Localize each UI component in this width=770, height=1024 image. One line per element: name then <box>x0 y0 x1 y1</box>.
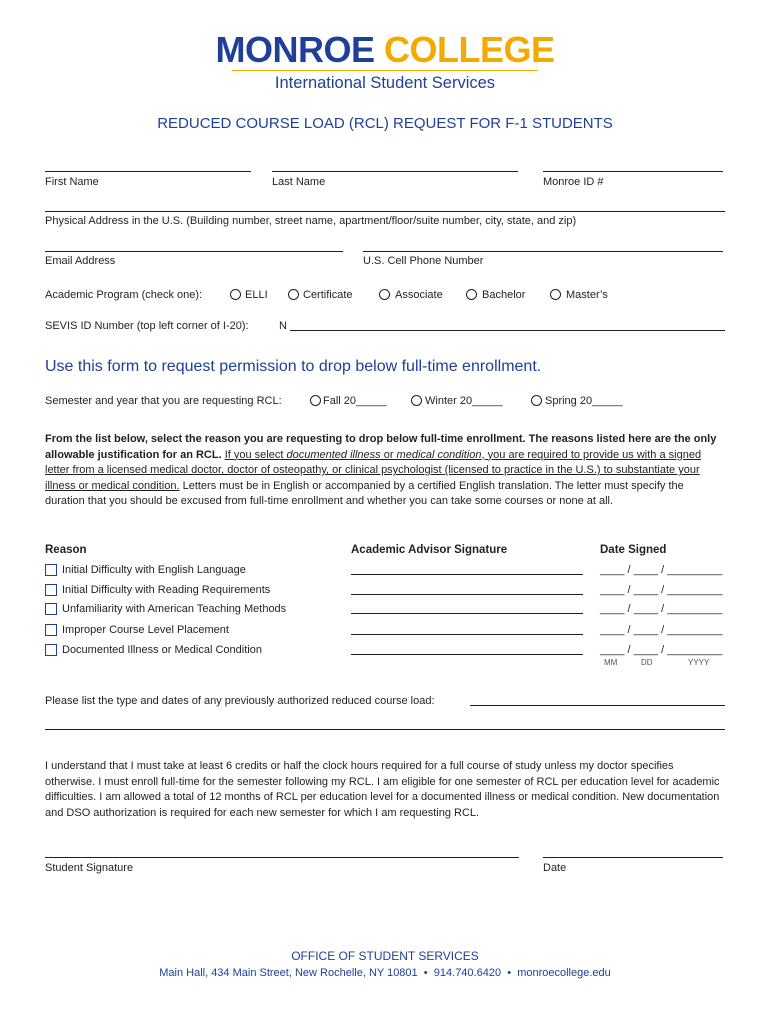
address-label: Physical Address in the U.S. (Building number, street name, apartment/floor/suite number, city, state, and zip) <box>45 215 577 227</box>
logo-word-college: COLLEGE <box>384 29 555 70</box>
program-radio-elli[interactable] <box>230 289 241 300</box>
advisor-signature-line-1[interactable] <box>351 574 583 575</box>
instructions-paragraph <box>45 432 725 510</box>
date-signed-3[interactable]: ____ / ____ / _________ <box>600 603 723 615</box>
phone-field[interactable] <box>363 251 723 252</box>
logo-word-monroe: MONROE <box>215 29 375 70</box>
instructions-bold: From the list below, select the reason you are requesting to drop below full-time enrollment. The reasons listed here are the only allowable justification for an RCL. <box>45 433 717 461</box>
semester-label: Semester and year that you are requesting RCL: <box>45 395 282 407</box>
advisor-signature-line-2[interactable] <box>351 594 583 595</box>
first-name-label: First Name <box>45 176 99 188</box>
student-signature-label: Student Signature <box>45 862 134 874</box>
program-label: Academic Program (check one): <box>45 289 203 301</box>
advisor-signature-line-3[interactable] <box>351 613 583 614</box>
date-signed-5[interactable]: ____ / ____ / _________ <box>600 644 723 656</box>
program-option-bachelor: Bachelor <box>482 289 526 301</box>
reason-checkbox-illness[interactable] <box>45 644 57 656</box>
last-name-label: Last Name <box>272 176 326 188</box>
email-label: Email Address <box>45 255 116 267</box>
semester-option-fall: Fall 20_____ <box>323 395 387 407</box>
program-option-masters: Master’s <box>566 289 608 301</box>
sevis-prefix: N <box>279 320 287 332</box>
reason-checkbox-english[interactable] <box>45 564 57 576</box>
reason-checkbox-teaching[interactable] <box>45 603 57 615</box>
advisor-signature-header: Academic Advisor Signature <box>351 544 508 556</box>
program-option-associate: Associate <box>395 289 443 301</box>
instructions-rest: Letters must be in English or accompanied by a certified English translation. The letter must specify the duration that you should be excused from full-time enrollment and whether you can take some courses or none at all. <box>45 479 684 508</box>
date-signed-4[interactable]: ____ / ____ / _________ <box>600 624 723 636</box>
email-field[interactable] <box>45 251 343 252</box>
advisor-signature-line-4[interactable] <box>351 634 583 635</box>
logo-divider <box>232 70 538 71</box>
reason-label-english: Initial Difficulty with English Language <box>62 564 246 576</box>
semester-option-winter: Winter 20_____ <box>425 395 503 407</box>
date-part-yyyy: YYYY <box>688 658 710 667</box>
date-signed-2[interactable]: ____ / ____ / _________ <box>600 584 723 596</box>
footer-separator: • <box>507 967 512 979</box>
section-heading: Use this form to request permission to drop below full-time enrollment. <box>45 358 542 375</box>
instructions-underlined: If you select documented illness or medical condition, you are required to provide us with a signed letter from a licensed medical doctor, doctor of osteopathy, or clinical psychologist (licensed to practice in the U.S.) to substantiate your illness or medical condition. <box>45 448 702 492</box>
logo-subtitle: International Student Services <box>274 74 496 92</box>
student-date-field[interactable] <box>543 857 723 858</box>
footer-website[interactable]: monroecollege.edu <box>517 967 611 979</box>
reason-checkbox-placement[interactable] <box>45 624 57 636</box>
previous-rcl-label: Please list the type and dates of any previously authorized reduced course load: <box>45 695 435 707</box>
sevis-id-field[interactable] <box>290 330 725 331</box>
semester-radio-fall[interactable] <box>310 395 321 406</box>
program-radio-masters[interactable] <box>550 289 561 300</box>
form-title: REDUCED COURSE LOAD (RCL) REQUEST FOR F-1 STUDENTS <box>157 115 613 132</box>
advisor-signature-line-5[interactable] <box>351 654 583 655</box>
date-signed-1[interactable]: ____ / ____ / _________ <box>600 564 723 576</box>
previous-rcl-field-2[interactable] <box>45 729 725 730</box>
footer-office: OFFICE OF STUDENT SERVICES <box>291 949 479 963</box>
first-name-field[interactable] <box>45 171 251 172</box>
reason-checkbox-reading[interactable] <box>45 584 57 596</box>
address-field[interactable] <box>45 211 725 212</box>
program-option-elli: ELLI <box>245 289 268 301</box>
last-name-field[interactable] <box>272 171 518 172</box>
acknowledgement-paragraph: I understand that I must take at least 6 credits or half the clock hours required for a full course of study unless my doctor specifies otherwise. I must enroll full-time for the semester following my RCL. I am eligible for one semester of RCL per education level for academic difficulties. I am allowed a total of 12 months of RCL per education level for a documented illness or medical condition. New documentation and DSO authorization is required for each new semester for which I am requesting RCL. <box>45 760 720 819</box>
sevis-label: SEVIS ID Number (top left corner of I-20): <box>45 320 249 332</box>
monroe-id-field[interactable] <box>543 171 723 172</box>
footer-phone: 914.740.6420 <box>433 967 502 979</box>
program-option-certificate: Certificate <box>303 289 353 301</box>
footer-separator: • <box>423 967 428 979</box>
footer-contact <box>0 966 770 980</box>
date-part-mm: MM <box>604 658 618 667</box>
program-radio-associate[interactable] <box>379 289 390 300</box>
reason-label-illness: Documented Illness or Medical Condition <box>62 644 262 656</box>
reason-label-teaching: Unfamiliarity with American Teaching Methods <box>62 603 287 615</box>
student-signature-field[interactable] <box>45 857 519 858</box>
phone-label: U.S. Cell Phone Number <box>363 255 484 267</box>
date-signed-header: Date Signed <box>600 544 667 556</box>
monroe-id-label: Monroe ID # <box>543 176 604 188</box>
semester-option-spring: Spring 20_____ <box>545 395 623 407</box>
reason-header: Reason <box>45 544 87 556</box>
previous-rcl-field[interactable] <box>470 705 725 706</box>
reason-label-placement: Improper Course Level Placement <box>62 624 229 636</box>
reason-label-reading: Initial Difficulty with Reading Requirements <box>62 584 271 596</box>
semester-radio-spring[interactable] <box>531 395 542 406</box>
student-date-label: Date <box>543 862 567 874</box>
footer-address: Main Hall, 434 Main Street, New Rochelle, NY 10801 <box>159 967 418 979</box>
college-logo <box>0 30 770 70</box>
semester-radio-winter[interactable] <box>411 395 422 406</box>
program-radio-bachelor[interactable] <box>466 289 477 300</box>
date-part-dd: DD <box>641 658 653 667</box>
program-radio-certificate[interactable] <box>288 289 299 300</box>
